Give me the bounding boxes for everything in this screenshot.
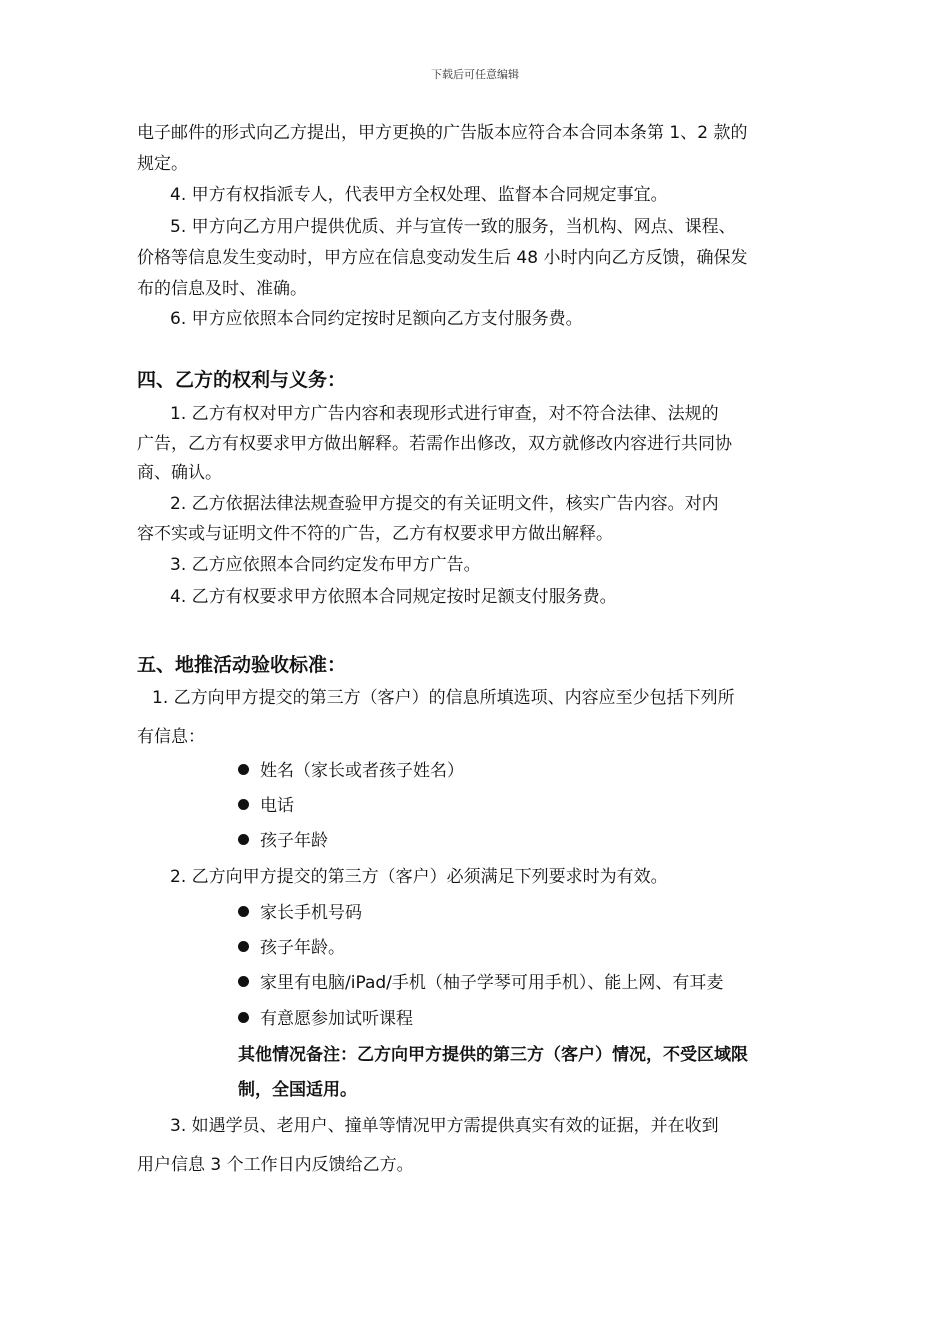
remark-note: 制，全国适用。 [238,1080,357,1100]
bullet-text: 有意愿参加试听课程 [260,1009,413,1029]
bullet-text: 家长手机号码 [260,903,362,923]
clause-3-5: 5. 甲方向乙方用户提供优质、并与宣传一致的服务，当机构、网点、课程、 [170,217,736,237]
bullet-item [238,760,464,782]
clause-3-4: 4. 甲方有权指派专人，代表甲方全权处理、监督本合同规定事宜。 [170,185,668,205]
paragraph-line: 电子邮件的形式向乙方提出，甲方更换的广告版本应符合本合同本条第 1、2 款的 [137,123,748,143]
clause-3-6: 6. 甲方应依照本合同约定按时足额向乙方支付服务费。 [170,309,583,329]
paragraph-line: 规定。 [137,154,188,174]
remark-note: 其他情况备注：乙方向甲方提供的第三方（客户）情况，不受区域限 [238,1045,748,1065]
bullet-dot-icon [238,941,249,952]
clause-4-1: 1. 乙方有权对甲方广告内容和表现形式进行审查，对不符合法律、法规的 [170,404,719,424]
bullet-dot-icon [238,906,249,917]
clause-4-3: 3. 乙方应依照本合同约定发布甲方广告。 [170,555,481,575]
paragraph-line: 布的信息及时、准确。 [137,279,307,299]
paragraph-line: 广告，乙方有权要求甲方做出解释。若需作出修改，双方就修改内容进行共同协 [137,434,732,454]
bullet-dot-icon [238,834,249,845]
bullet-dot-icon [238,1012,249,1023]
bullet-dot-icon [238,764,249,775]
bullet-text: 孩子年龄 [260,831,328,851]
bullet-item [238,1008,413,1030]
clause-4-4: 4. 乙方有权要求甲方依照本合同规定按时足额支付服务费。 [170,587,617,607]
paragraph-line: 容不实或与证明文件不符的广告，乙方有权要求甲方做出解释。 [137,524,613,544]
paragraph-line: 有信息： [137,727,205,747]
clause-5-1: 1. 乙方向甲方提交的第三方（客户）的信息所填选项、内容应至少包括下列所 [152,688,735,708]
section-heading-5: 五、地推活动验收标准： [137,654,347,676]
bullet-item [238,972,723,994]
page-header: 下载后可任意编辑 [431,68,519,81]
paragraph-line: 价格等信息发生变动时，甲方应在信息变动发生后 48 小时内向乙方反馈，确保发 [137,248,748,268]
clause-4-2: 2. 乙方依据法律法规查验甲方提交的有关证明文件，核实广告内容。对内 [170,494,719,514]
paragraph-line: 用户信息 3 个工作日内反馈给乙方。 [137,1155,414,1175]
bullet-item [238,830,328,852]
bullet-item [238,795,294,817]
bullet-text: 孩子年龄。 [260,938,345,958]
bullet-item [238,902,362,924]
bullet-item [238,937,345,959]
bullet-text: 姓名（家长或者孩子姓名） [260,761,464,781]
clause-5-3: 3. 如遇学员、老用户、撞单等情况甲方需提供真实有效的证据，并在收到 [170,1116,719,1136]
bullet-text: 家里有电脑/iPad/手机（柚子学琴可用手机）、能上网、有耳麦 [260,973,724,993]
paragraph-line: 商、确认。 [137,463,222,483]
bullet-dot-icon [238,976,249,987]
clause-5-2: 2. 乙方向甲方提交的第三方（客户）必须满足下列要求时为有效。 [170,867,668,887]
bullet-text: 电话 [260,796,294,816]
bullet-dot-icon [238,799,249,810]
section-heading-4: 四、乙方的权利与义务： [137,369,347,391]
